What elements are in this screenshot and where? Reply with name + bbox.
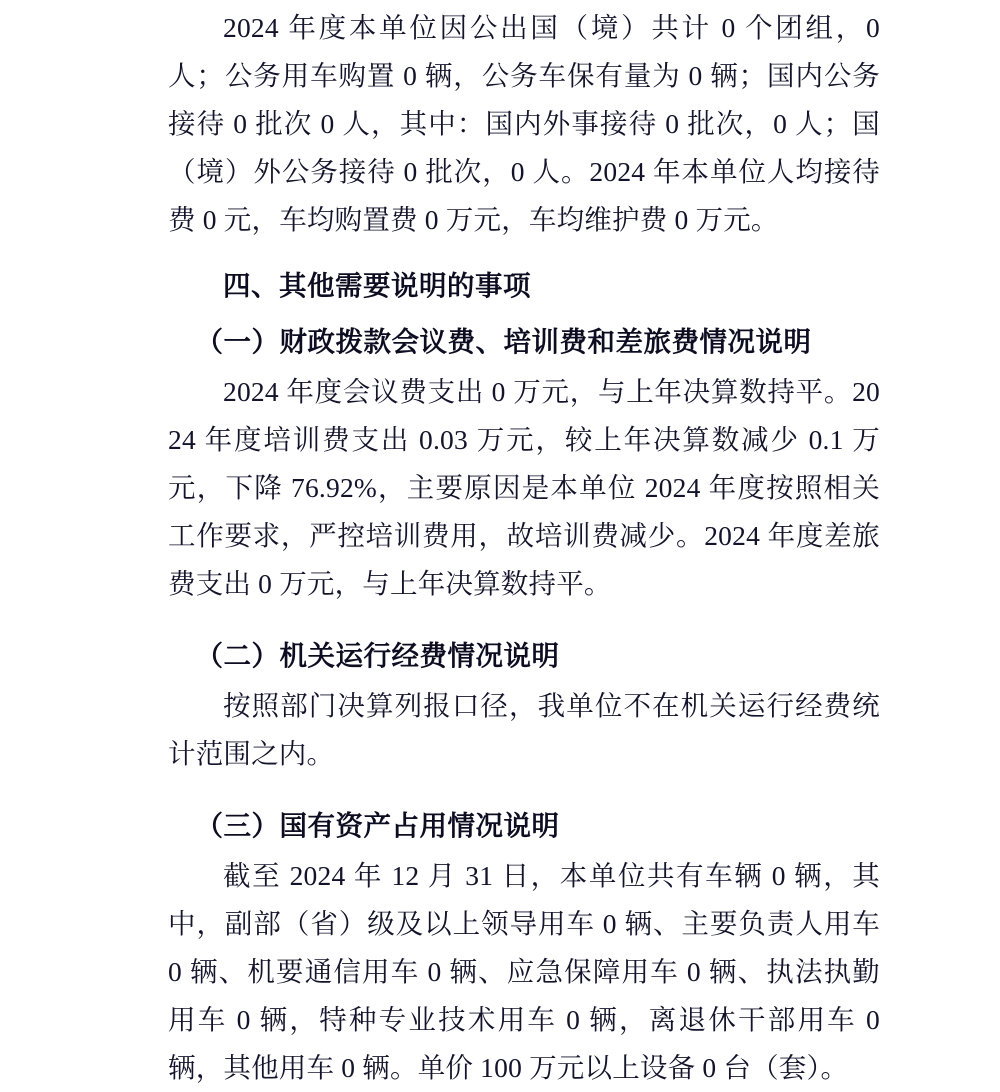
paragraph-meeting-training-travel-detail: 2024 年度会议费支出 0 万元，与上年决算数持平。2024 年度培训费支出 0.03 万元，较上年决算数减少 0.1 万元，下降 76.92%，主要原因是本单位 2024 年度按照相关工作要求，严控培训费用，故培训费减少。2024 年度差旅费支出 0 万元，与上年决算数持平。	[168, 376, 880, 599]
spacer	[168, 780, 880, 794]
paragraph-overseas-travel-vehicles-reception: 2024 年度本单位因公出国（境）共计 0 个团组，0 人；公务用车购置 0 辆，公务车保有量为 0 辆；国内公务接待 0 批次 0 人，其中：国内外事接待 0 批次，0 人；国（境）外公务接待 0 批次，0 人。2024 年本单位人均接待费 0 元，车均购置费 0 万元，车均维护费 0 万元。	[168, 12, 880, 235]
subsection-heading-state-owned-assets: （三）国有资产占用情况说明	[195, 810, 560, 841]
spacer	[168, 610, 880, 624]
subsection-heading-agency-operating-expenses: （二）机关运行经费情况说明	[195, 640, 560, 671]
paragraph-state-owned-assets-detail: 截至 2024 年 12 月 31 日，本单位共有车辆 0 辆，其中，副部（省）级及以上领导用车 0 辆、主要负责人用车 0 辆、机要通信用车 0 辆、应急保障用车 0 辆、执法执勤用车 0 辆，特种专业技术用车 0 辆，离退休干部用车 0 辆，其他用车 0 辆。单价 100 万元以上设备 0 台（套）。	[168, 860, 880, 1083]
paragraph-agency-operating-expenses-detail: 按照部门决算列报口径，我单位不在机关运行经费统计范围之内。	[168, 690, 880, 769]
section-heading-other-matters: 四、其他需要说明的事项	[223, 270, 531, 301]
subsection-heading-meeting-training-travel: （一）财政拨款会议费、培训费和差旅费情况说明	[195, 326, 812, 357]
spacer	[168, 246, 880, 252]
